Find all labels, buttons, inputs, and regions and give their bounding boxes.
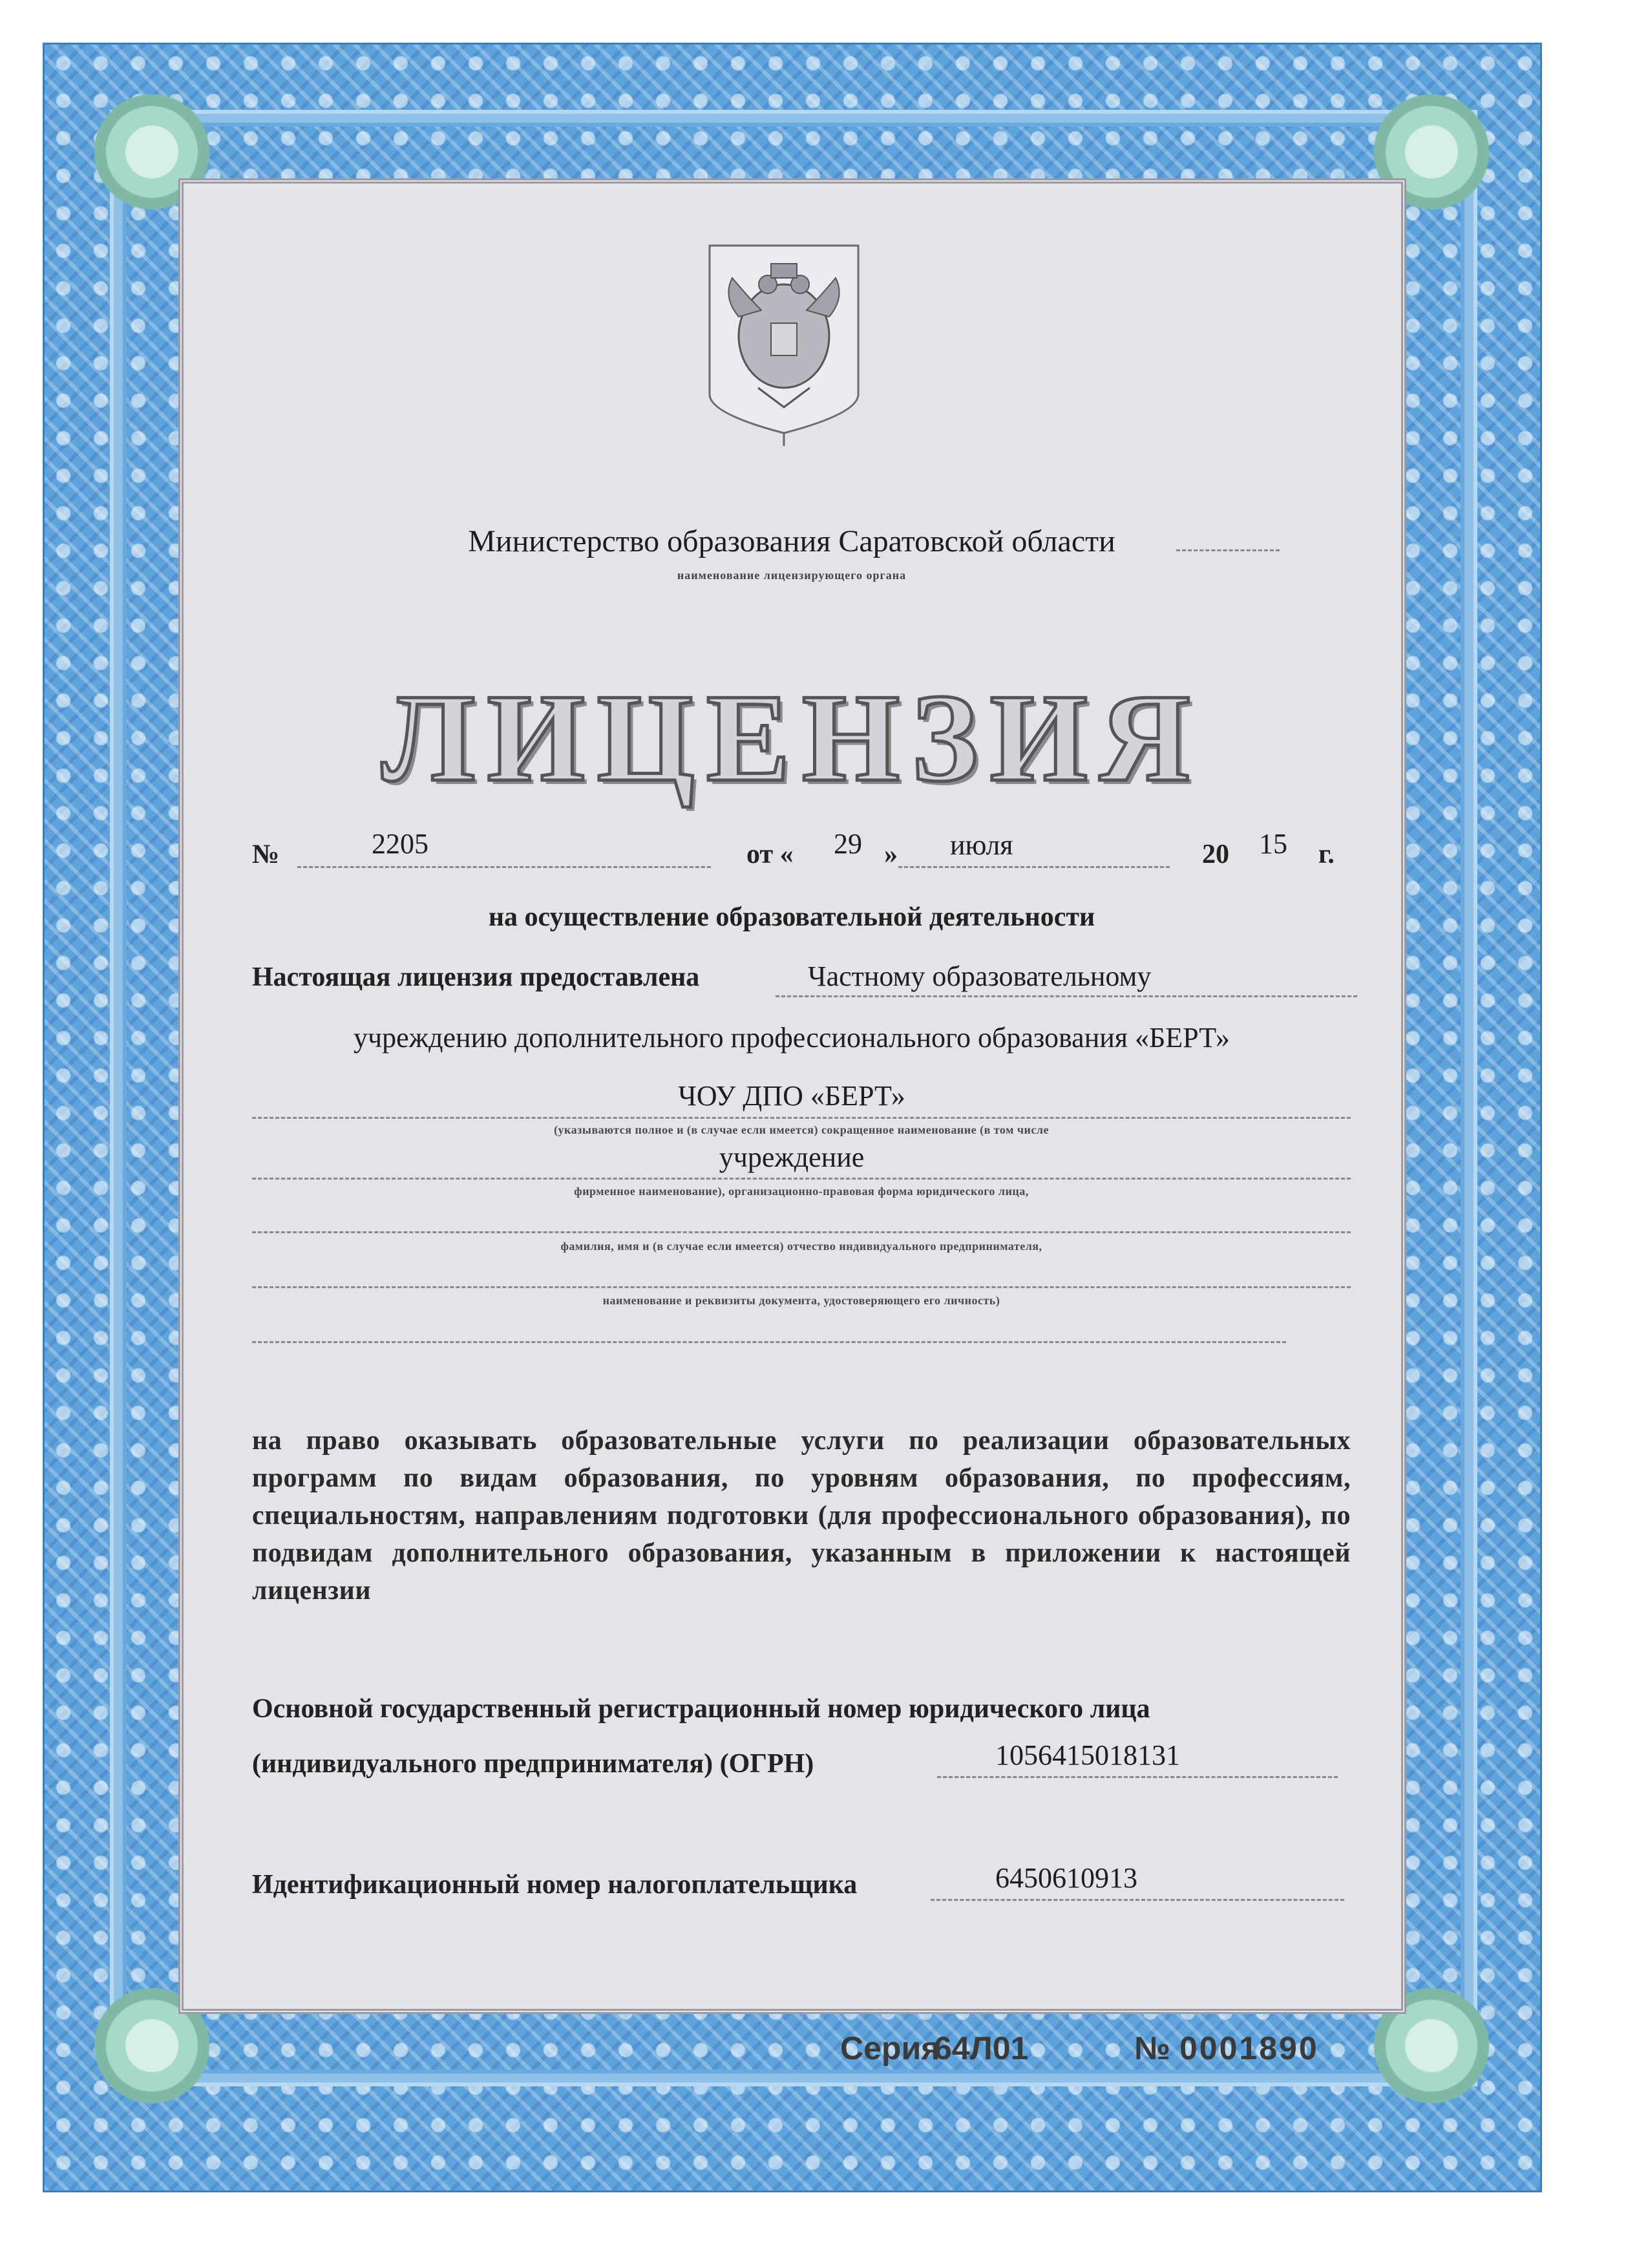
date-year-unit: г.: [1318, 840, 1335, 869]
organization-underline-4: [252, 1231, 1351, 1233]
inn-label: Идентификационный номер налогоплательщика: [252, 1870, 858, 1900]
organization-underline-1: [776, 995, 1357, 997]
organization-short-name: ЧОУ ДПО «БЕРТ»: [678, 1080, 905, 1112]
field-caption-4: наименование и реквизиты документа, удостоверяющего его личность): [602, 1294, 1000, 1307]
inn-value: 6450610913: [995, 1862, 1137, 1894]
organization-underline-3: [252, 1178, 1351, 1180]
date-month: июля: [950, 829, 1013, 861]
license-number-label: №: [252, 840, 280, 869]
ogrn-label-line2: (индивидуального предпринимателя) (ОГРН): [252, 1749, 814, 1779]
license-purpose: на осуществление образовательной деятельности: [488, 902, 1095, 932]
field-caption-3: фамилия, имя и (в случае если имеется) отчество индивидуального предпринимателя,: [560, 1240, 1042, 1253]
issuing-authority: Министерство образования Саратовской области: [468, 524, 1115, 558]
ogrn-value: 1056415018131: [995, 1739, 1180, 1771]
date-day: 29: [834, 828, 862, 860]
license-rights-text: на право оказывать образовательные услуги по реализации образовательных программ по видам образования, по уровням образования, по профессиям, специальностям, направлениям подготовки (для профессионального образования), по подвидам дополнительного образования, указанным в приложении к настоящей лицензии: [252, 1426, 1351, 1606]
series-value: 64Л01: [934, 2030, 1029, 2066]
authority-caption: наименование лицензирующего органа: [677, 569, 907, 582]
date-year-prefix: 20: [1202, 840, 1229, 869]
blank-number-label: №: [1134, 2030, 1170, 2066]
date-year-suffix: 15: [1259, 828, 1287, 860]
date-month-underline: [898, 866, 1170, 868]
license-number-underline: [297, 866, 711, 868]
granted-to-label: Настоящая лицензия предоставлена: [252, 962, 700, 992]
date-from-label: от «: [746, 840, 794, 869]
ogrn-label-line1: Основной государственный регистрационный номер юридического лица: [252, 1694, 1150, 1724]
organization-underline-6: [252, 1341, 1286, 1343]
ogrn-underline: [937, 1776, 1338, 1778]
authority-underline: [1176, 549, 1280, 551]
field-caption-1: (указываются полное и (в случае если имеется) сокращенное наименование (в том числе: [554, 1123, 1049, 1136]
organization-name-line2: учреждению дополнительного профессионального образования «БЕРТ»: [354, 1022, 1230, 1054]
field-caption-2: фирменное наименование), организационно-правовая форма юридического лица,: [574, 1185, 1029, 1198]
series-label: Серия: [840, 2030, 940, 2066]
organization-name-line1: Частному образовательному: [808, 960, 1152, 992]
blank-number-value: 0001890: [1179, 2030, 1319, 2066]
coat-of-arms-icon: [703, 239, 865, 446]
inn-underline: [931, 1899, 1344, 1901]
document-title: ЛИЦЕНЗИЯ: [381, 668, 1202, 808]
license-number-value: 2205: [372, 828, 428, 860]
organization-underline-2: [252, 1117, 1351, 1119]
organization-legal-form: учреждение: [719, 1141, 865, 1173]
date-quote-close: »: [884, 840, 898, 869]
organization-underline-5: [252, 1286, 1351, 1288]
